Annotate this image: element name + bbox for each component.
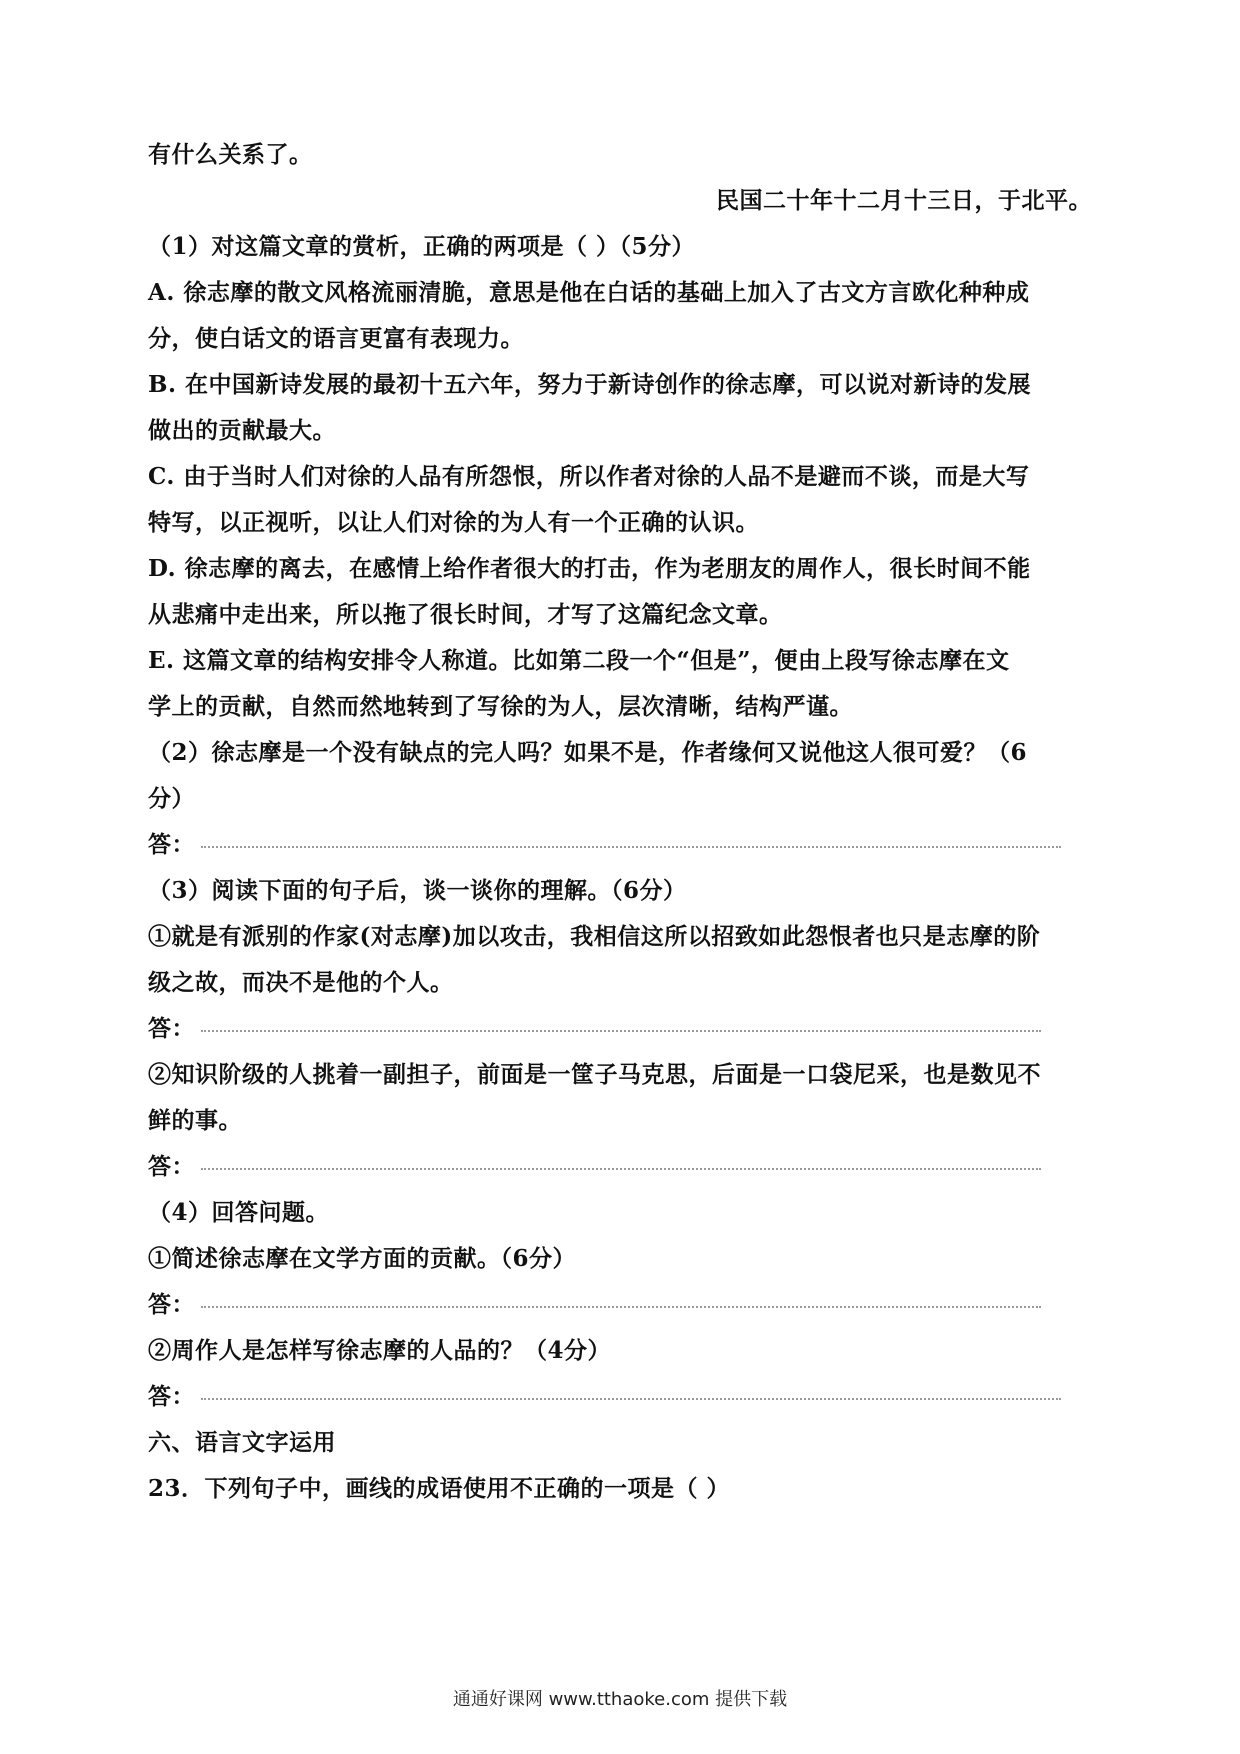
- question-1: （1）对这篇文章的赏析，正确的两项是（ ）（5分）: [148, 233, 696, 260]
- option-d-line2: 从悲痛中走出来，所以拖了很长时间，才写了这篇纪念文章。: [148, 601, 783, 628]
- option-b-line1: B. 在中国新诗发展的最初十五六年，努力于新诗创作的徐志摩，可以说对新诗的发展: [148, 371, 1031, 398]
- option-d-line1: D. 徐志摩的离去，在感情上给作者很大的打击，作为老朋友的周作人，很长时间不能: [148, 555, 1031, 582]
- answer-line-q4b: [148, 1382, 1061, 1412]
- option-e-line2: 学上的贡献，自然而然地转到了写徐的为人，层次清晰，结构严谨。: [148, 693, 853, 720]
- question-2-line1: （2）徐志摩是一个没有缺点的完人吗？如果不是，作者缘何又说他这人很可爱？（6: [148, 739, 1028, 766]
- option-b-line2: 做出的贡献最大。: [148, 417, 336, 444]
- option-e-line1: E. 这篇文章的结构安排令人称道。比如第二段一个“但是”，便由上段写徐志摩在文: [148, 647, 1010, 674]
- answer-blank: [201, 844, 1061, 848]
- question-3: （3）阅读下面的句子后，谈一谈你的理解。（6分）: [148, 877, 687, 904]
- question-4: （4）回答问题。: [148, 1199, 330, 1226]
- question-2-line2: 分）: [148, 785, 195, 812]
- section-6-heading: 六、语言文字运用: [148, 1429, 336, 1456]
- answer-line-s1: [148, 1014, 1041, 1044]
- option-c-line2: 特写，以正视听，以让人们对徐的为人有一个正确的认识。: [148, 509, 759, 536]
- page-footer: 通通好课网 www.tthaoke.com 提供下载: [452, 1689, 788, 1710]
- sentence-1-line1: ①就是有派别的作家(对志摩)加以攻击，我相信这所以招致如此怨恨者也只是志摩的阶: [148, 923, 1041, 950]
- answer-blank: [201, 1166, 1041, 1170]
- answer-label: 答：: [148, 1015, 195, 1042]
- answer-label: 答：: [148, 831, 195, 858]
- sentence-2-line1: ②知识阶级的人挑着一副担子，前面是一筐子马克思，后面是一口袋尼采，也是数见不: [148, 1061, 1041, 1088]
- question-4b: ②周作人是怎样写徐志摩的人品的？（4分）: [148, 1337, 612, 1364]
- answer-label: 答：: [148, 1383, 195, 1410]
- option-c-line1: C. 由于当时人们对徐的人品有所怨恨，所以作者对徐的人品不是避而不谈，而是大写: [148, 463, 1030, 490]
- question-23: 23．下列句子中，画线的成语使用不正确的一项是（ ）: [148, 1475, 731, 1502]
- text-line: 有什么关系了。: [148, 141, 313, 168]
- question-4a: ①简述徐志摩在文学方面的贡献。（6分）: [148, 1245, 577, 1272]
- sentence-2-line2: 鲜的事。: [148, 1107, 242, 1134]
- answer-blank: [201, 1304, 1041, 1308]
- answer-label: 答：: [148, 1153, 195, 1180]
- answer-line-q2: [148, 830, 1061, 860]
- answer-blank: [201, 1396, 1061, 1400]
- option-a-line1: A. 徐志摩的散文风格流丽清脆，意思是他在白话的基础上加入了古文方言欧化种种成: [148, 279, 1030, 306]
- option-a-line2: 分，使白话文的语言更富有表现力。: [148, 325, 524, 352]
- answer-line-s2: [148, 1152, 1041, 1182]
- date-line: 民国二十年十二月十三日，于北平。: [716, 187, 1092, 214]
- answer-blank: [201, 1028, 1041, 1032]
- answer-line-q4a: [148, 1290, 1041, 1320]
- sentence-1-line2: 级之故，而决不是他的个人。: [148, 969, 454, 996]
- answer-label: 答：: [148, 1291, 195, 1318]
